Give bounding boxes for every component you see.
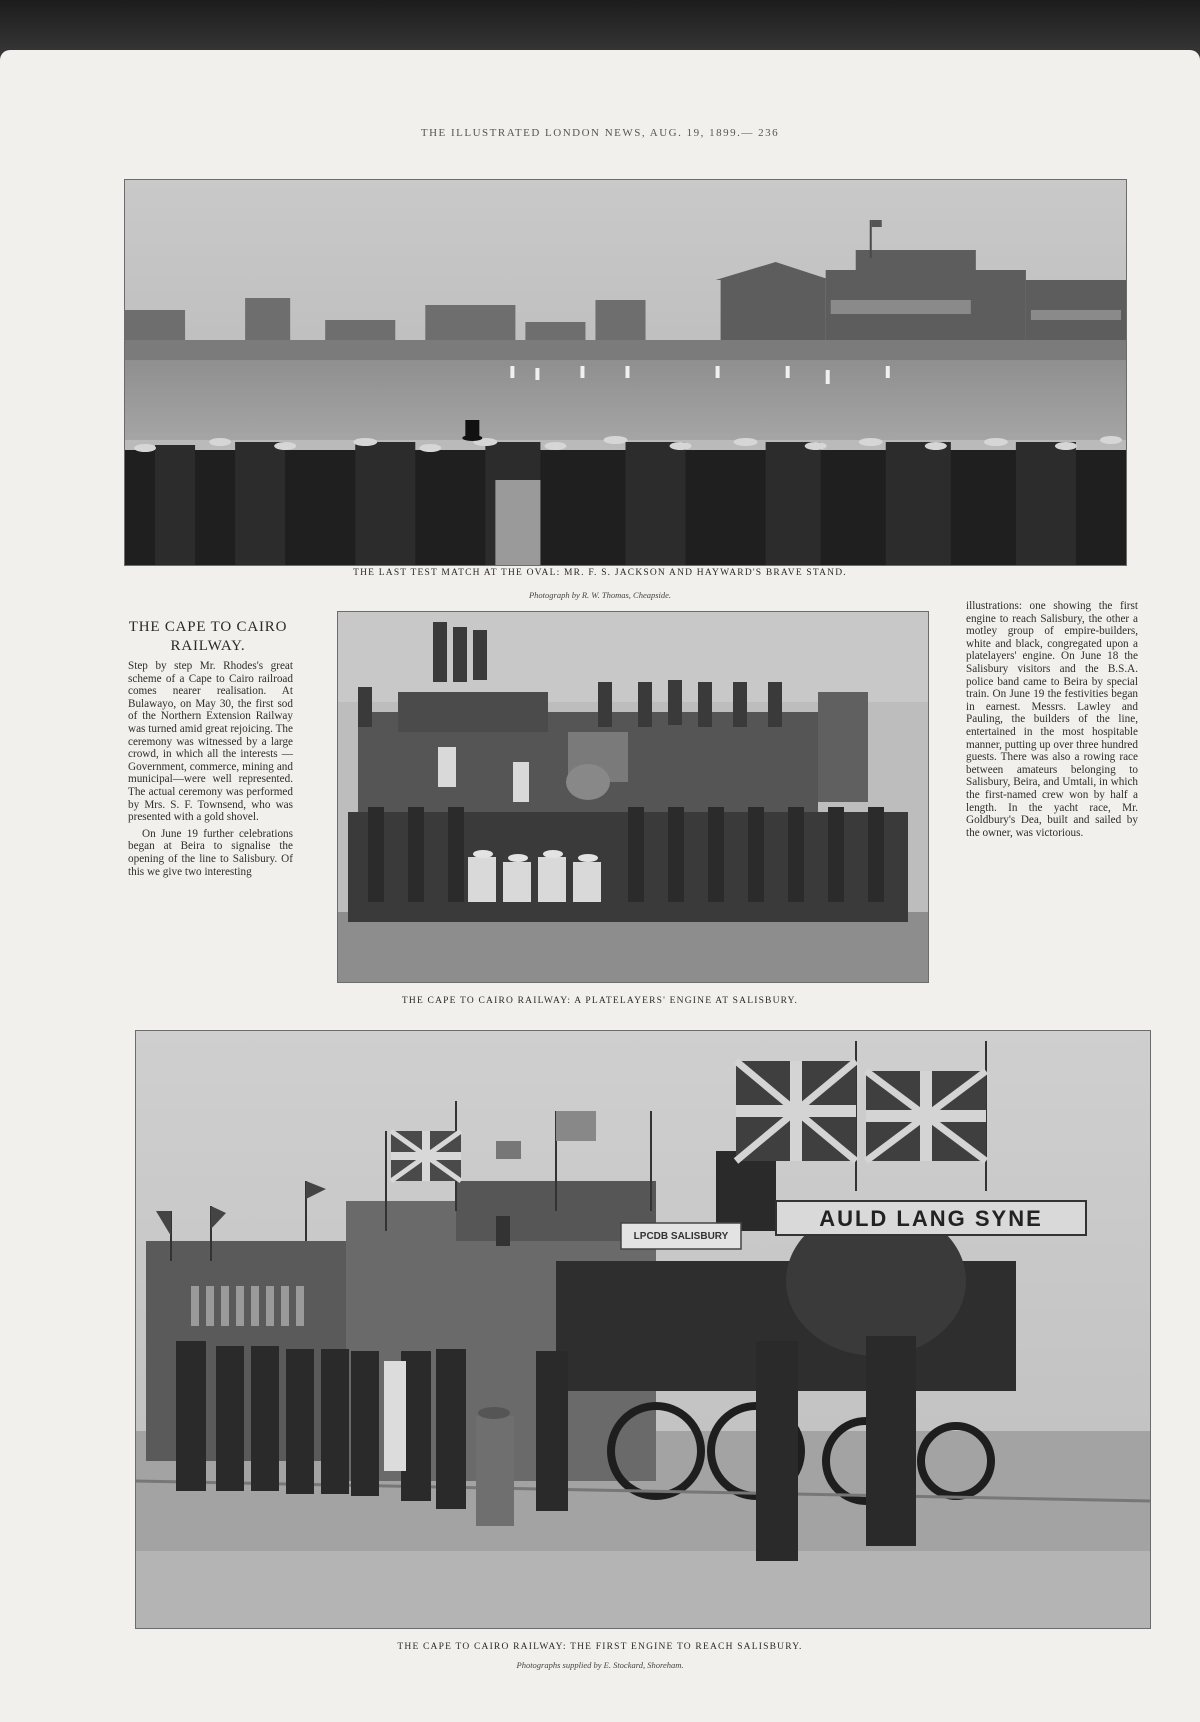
first-engine-photo xyxy=(135,1030,1151,1629)
article-title: THE CAPE TO CAIRO RAILWAY. xyxy=(128,619,288,654)
cricket-caption: THE LAST TEST MATCH AT THE OVAL: MR. F. S. JACKSON AND HAYWARD'S BRAVE STAND. xyxy=(353,568,847,578)
platelayers-caption: THE CAPE TO CAIRO RAILWAY: A PLATELAYERS' ENGINE AT SALISBURY. xyxy=(401,996,799,1006)
cricket-credit: Photograph by R. W. Thomas, Cheapside. xyxy=(528,590,672,600)
auld-lang-syne-sign: AULD LANG SYNE xyxy=(819,1206,1043,1231)
page-header: THE ILLUSTRATED LONDON NEWS, AUG. 19, 1899.— 236 xyxy=(420,127,780,139)
article-right-column xyxy=(966,600,1138,839)
article-paragraph: Step by step Mr. Rhodes's great scheme of a Cape to Cairo railroad comes nearer realisation. At Bulawayo, on May 30, the first sod of the Northern Extension Railway was turned amid great rejoicing. The ceremony was witnessed by a large crowd, in which all the interests — Government, commerce, mining and municipal—were well represented. The actual ceremony was performed by Mrs. S. F. Townsend, who was presented with a gold shovel. xyxy=(128,660,293,824)
first-engine-caption: THE CAPE TO CAIRO RAILWAY: THE FIRST ENGINE TO REACH SALISBURY. xyxy=(397,1642,803,1652)
carriage-sign: LPCDB SALISBURY xyxy=(633,1231,729,1242)
platelayers-engine-photo xyxy=(337,611,929,983)
cricket-photo xyxy=(124,179,1127,566)
article-paragraph: On June 19 further celebrations began at Beira to signalise the opening of the line to Salisbury. Of this we give two interesting xyxy=(128,827,293,878)
article-paragraph: illustrations: one showing the first engine to reach Salisbury, the other a motley group of empire-builders, white and black, congregated upon a platelayers' engine. On June 18 the Salisbury visitors and the B.S.A. police band came to Beira by special train. On June 19 the festivities began in earnest. Messrs. Lawley and Pauling, the builders of the line, entertained in the most hospitable manner, putting up over three hundred guests. There was also a rowing race between amateurs belonging to Salisbury, Beira, and Umtali, in which the first-named crew won by half a length. In the yacht race, Mr. Goldbury's Dea, built and sailed by the owner, was victorious. xyxy=(966,600,1138,839)
article-left-column xyxy=(128,660,293,878)
first-engine-credit: Photographs supplied by E. Stockard, Shoreham. xyxy=(516,1660,684,1670)
